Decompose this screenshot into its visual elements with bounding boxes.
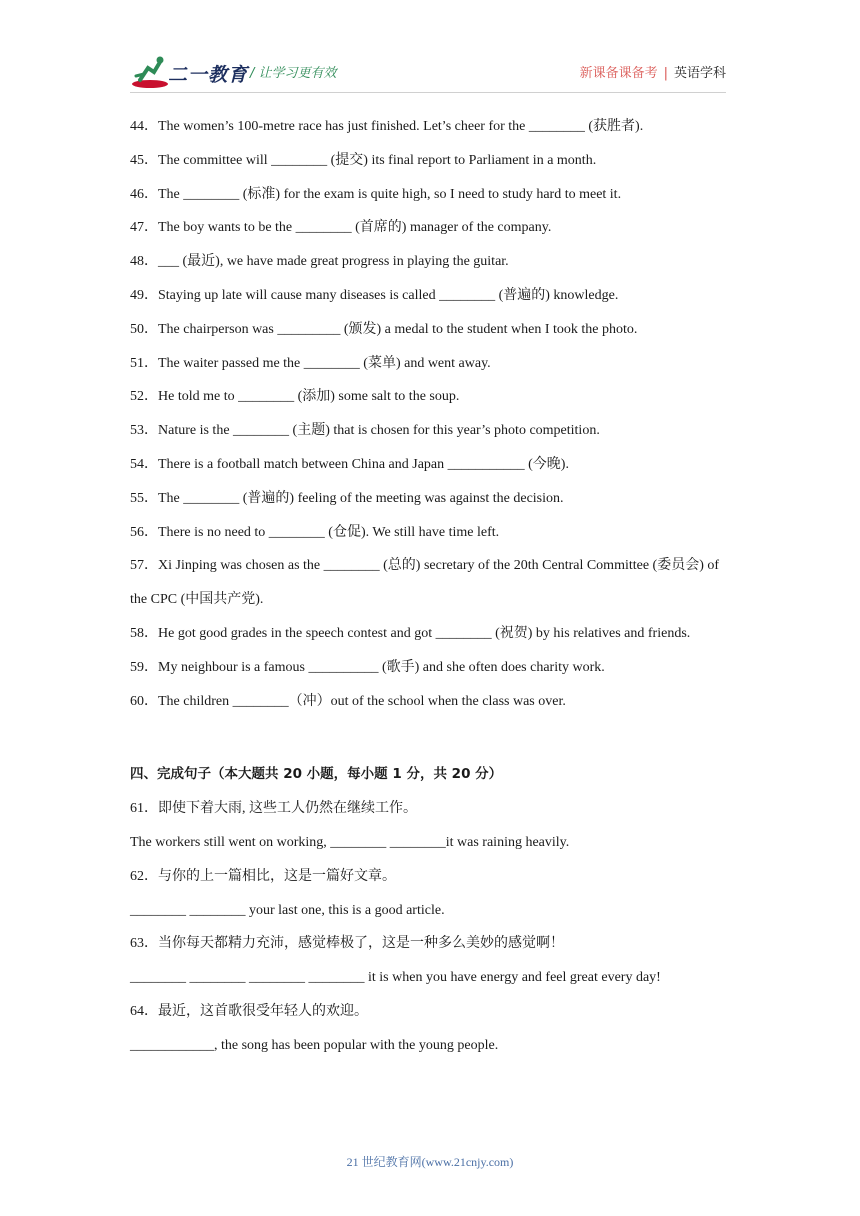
page-footer: 21 世纪教育网(www.21cnjy.com) <box>346 1155 514 1169</box>
question-51: 51．The waiter passed me the ________ (菜单) and went away. <box>130 355 491 371</box>
question-54: 54．There is a football match between China and Japan ___________ (今晚). <box>130 456 569 472</box>
header-separator: | <box>663 66 668 81</box>
logo-text: 二一教育 <box>168 64 249 86</box>
header-course-label: 新课备课备考 <box>579 66 658 81</box>
question-48: 48．___ (最近), we have made great progress in playing the guitar. <box>130 254 509 270</box>
question-53: 53．Nature is the ________ (主题) that is chosen for this year’s photo competition. <box>130 423 600 439</box>
slogan: / 让学习更有效 <box>250 66 337 81</box>
question-45: 45．The committee will ________ (提交) its final report to Parliament in a month. <box>130 152 597 168</box>
question-64-prompt: 64．最近，这首歌很受年轻人的欢迎。 <box>130 1003 368 1019</box>
header-subject-label: 英语学科 <box>673 66 726 81</box>
question-46: 46．The ________ (标准) for the exam is quite high, so I need to study hard to meet it. <box>130 186 622 202</box>
document-body <box>130 110 726 1063</box>
question-64-sentence: ____________, the song has been popular with the young people. <box>130 1037 499 1053</box>
question-49: 49．Staying up late will cause many diseases is called ________ (普遍的) knowledge. <box>130 287 619 303</box>
question-57: 57．Xi Jinping was chosen as the ________ (总的) secretary of the 20th Central Committee (委员会) of the CPC (中国共产党). <box>130 558 720 608</box>
section-4-title: 四、完成句子（本大题共 20 小题，每小题 1 分，共 20 分） <box>130 766 503 783</box>
page-header <box>130 50 726 94</box>
question-44: 44．The women’s 100-metre race has just finished. Let’s cheer for the ________ (获胜者). <box>130 119 644 134</box>
question-62-sentence: ________ ________ your last one, this is a good article. <box>130 902 445 918</box>
question-61-sentence: The workers still went on working, ________ ________it was raining heavily. <box>130 834 570 850</box>
question-63-prompt: 63．当你每天都精力充沛，感觉棒极了，这是一种多么美妙的感觉啊！ <box>130 936 564 952</box>
question-50: 50．The chairperson was _________ (颁发) a medal to the student when I took the photo. <box>130 321 638 337</box>
question-47: 47．The boy wants to be the ________ (首席的) manager of the company. <box>130 220 552 236</box>
question-55: 55．The ________ (普遍的) feeling of the meeting was against the decision. <box>130 490 564 506</box>
header-divider <box>130 92 726 93</box>
question-59: 59．My neighbour is a famous __________ (歌手) and she often does charity work. <box>130 659 605 675</box>
question-60: 60．The children ________（冲）out of the school when the class was over. <box>130 693 566 709</box>
question-52: 52．He told me to ________ (添加) some salt to the soup. <box>130 389 460 405</box>
question-56: 56．There is no need to ________ (仓促). We still have time left. <box>130 524 500 540</box>
header-subject <box>580 62 726 81</box>
question-61-prompt: 61．即使下着大雨, 这些工人仍然在继续工作。 <box>130 801 417 817</box>
question-62-prompt: 62．与你的上一篇相比，这是一篇好文章。 <box>130 868 396 884</box>
question-63-sentence: ________ ________ ________ ________ it is when you have energy and feel great every day! <box>130 970 661 986</box>
question-58: 58．He got good grades in the speech contest and got ________ (祝贺) by his relatives and friends. <box>130 625 691 641</box>
